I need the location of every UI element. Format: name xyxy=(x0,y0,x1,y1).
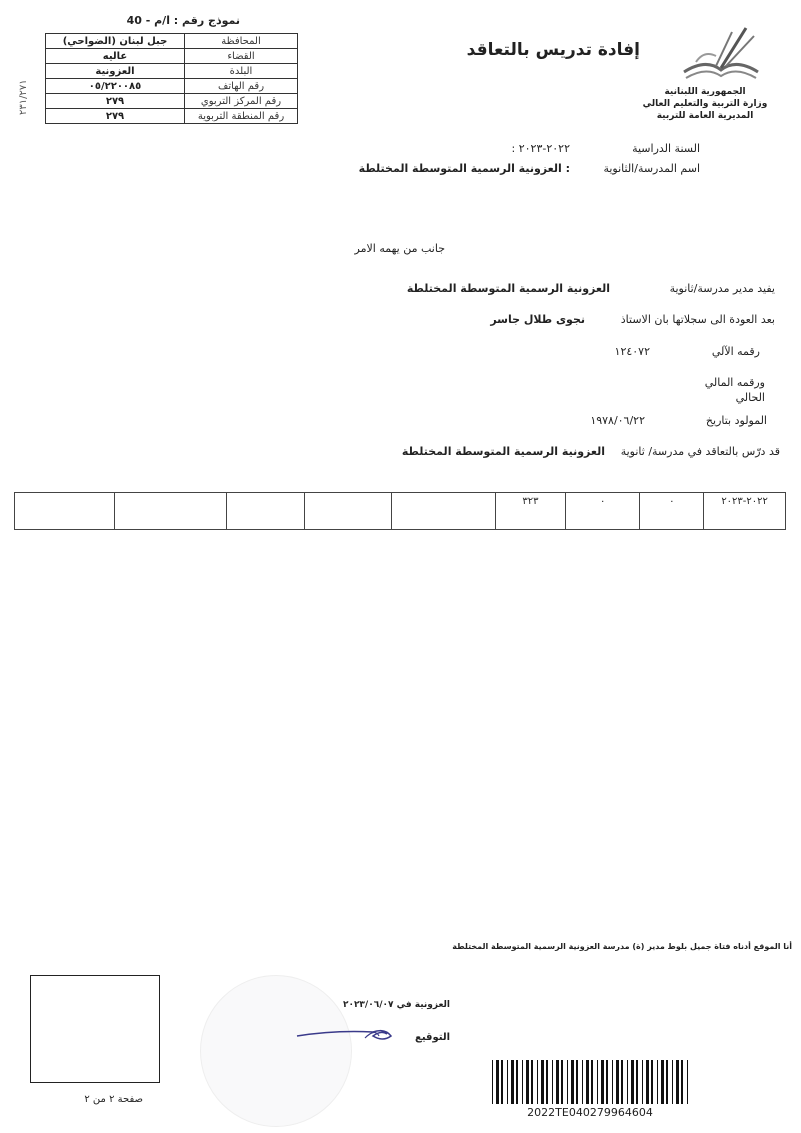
signature-icon xyxy=(295,1022,405,1048)
form-number: نموذج رقم : ا/م - 40 xyxy=(126,14,240,27)
dob-value: ١٩٧٨/٠٦/٢٢ xyxy=(590,414,645,427)
table-row: القضاء عاليه xyxy=(46,49,298,64)
year-value: : ٢٠٢٢-٢٠٢٣ xyxy=(511,142,570,155)
addressee: جانب من يهمه الامر xyxy=(354,242,445,255)
year-label: السنة الدراسية xyxy=(632,142,700,155)
info-table xyxy=(45,33,298,124)
barcode-text: 2022TE040279964604 xyxy=(527,1106,653,1119)
school-label: اسم المدرسة/الثانوية xyxy=(603,162,700,175)
auto-no-value: ١٢٤٠٧٢ xyxy=(614,345,650,358)
table-row: ٣٢٣ ٠ ٠ ٢٠٢٢-٢٠٢٣ xyxy=(15,493,786,530)
table-row: المحافظة جبل لبنان (الضواحي) xyxy=(46,34,298,49)
table-row: رقم الهاتف ٠٥/٢٢٠٠٨٥ xyxy=(46,79,298,94)
stamp-box xyxy=(30,975,160,1083)
line2-value: نجوى طلال جاسر xyxy=(490,313,585,326)
signer-statement: أنا الموقع أدناه فتاة جميل بلوط مدير (ة) مدرسة العزونية الرسمية المتوسطة المختلطة xyxy=(452,942,792,951)
line2-label: بعد العودة الى سجلاتها بان الاستاذ xyxy=(620,313,775,326)
school-value: : العزونية الرسمية المتوسطة المختلطة xyxy=(358,162,570,175)
side-note: ٢٣١/٢٧١ xyxy=(18,79,29,115)
ministry-name: الجمهورية اللبنانية وزارة التربية والتعليم العالي المديرية العامة للتربية xyxy=(642,87,768,121)
fin-no-label: ورقمه المالي الحالي xyxy=(704,376,765,404)
taught-value: العزونية الرسمية المتوسطة المختلطة xyxy=(401,445,605,458)
taught-label: قد درّس بالتعاقد في مدرسة/ ثانوية xyxy=(620,445,780,458)
line1-value: العزونية الرسمية المتوسطة المختلطة xyxy=(406,282,610,295)
table-row: رقم المنطقة التربوية ٢٧٩ xyxy=(46,109,298,124)
ministry-logo-icon xyxy=(676,22,766,84)
signature-label: التوقيع xyxy=(415,1032,450,1043)
page-number: صفحة ٢ من ٢ xyxy=(84,1094,143,1105)
table-row: رقم المركز التربوي ٢٧٩ xyxy=(46,94,298,109)
data-row-table xyxy=(14,492,786,530)
dob-label: المولود بتاريخ xyxy=(705,414,767,427)
barcode-icon xyxy=(490,1060,690,1104)
place-date: العزونية في ٢٠٢٣/٠٦/٠٧ xyxy=(342,1000,450,1010)
auto-no-label: رقمه الآلي xyxy=(711,345,760,358)
line1-label: يفيد مدير مدرسة/ثانوية xyxy=(669,282,775,295)
official-stamp-icon xyxy=(200,975,352,1127)
page-title: إفادة تدريس بالتعاقد xyxy=(466,40,640,60)
table-row: البلدة العزونية xyxy=(46,64,298,79)
